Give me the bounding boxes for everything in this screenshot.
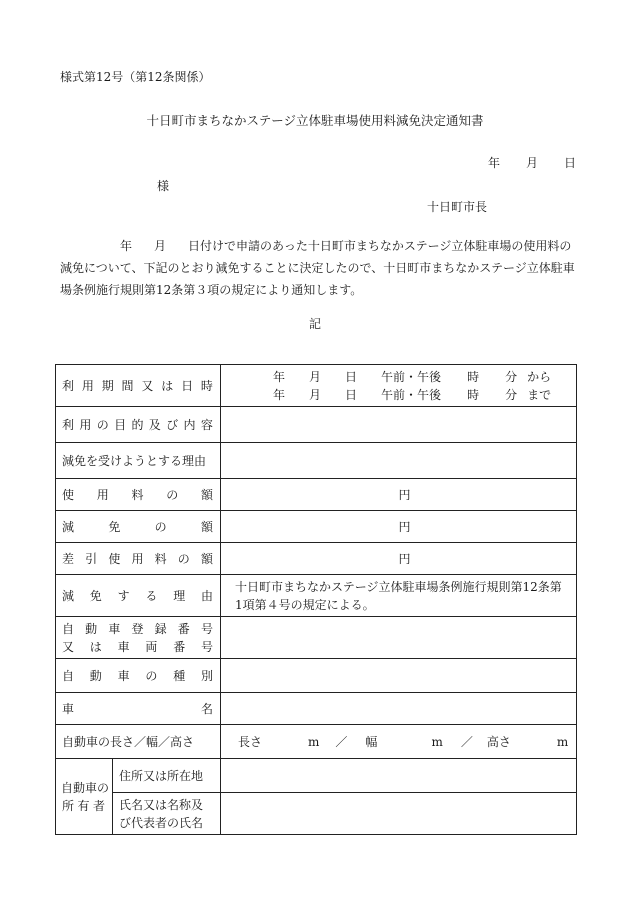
row-period [56, 365, 577, 407]
net-fee-label: 差 引 使 用 料 の 額 [62, 551, 213, 566]
body-text: 日付けで申請のあった十日町市まちなかステージ立体駐車場の使用料の減免について、下記のとおり減免することに決定したので、十日町市まちなかステージ立体駐車場条例施行規則第12条第３項の規定により通知します。 [60, 239, 575, 297]
row-net-fee [56, 543, 577, 575]
reduction-yen: 円 [398, 519, 411, 534]
reg-label-line-2: 又 は 車 両 番 号 [62, 639, 213, 654]
registration-value[interactable] [221, 617, 577, 659]
car-type-value[interactable] [221, 659, 577, 693]
row-fee [56, 479, 577, 511]
row-owner-address [56, 759, 577, 793]
net-fee-yen: 円 [398, 551, 411, 566]
car-name-value[interactable] [221, 693, 577, 725]
dimensions-label: 自動車の長さ／幅／高さ [56, 725, 221, 759]
dim-width-unit: m [431, 734, 443, 749]
reg-label-line-1: 自 動 車 登 録 番 号 [62, 621, 213, 636]
dim-length-label: 長さ [238, 734, 263, 749]
name-value[interactable] [221, 793, 577, 835]
form-number-label: 様式第12号（第12条関係） [60, 70, 211, 84]
row-dimensions [56, 725, 577, 759]
reason-apply-value[interactable] [221, 443, 577, 479]
address-value[interactable] [221, 759, 577, 793]
row-car-name [56, 693, 577, 725]
details-table [55, 364, 577, 835]
period-value[interactable] [221, 365, 577, 407]
body-year: 年 [120, 239, 133, 253]
row-registration [56, 617, 577, 659]
reduction-label: 減 免 の 額 [62, 519, 213, 534]
fee-value[interactable] [221, 479, 577, 511]
dim-slash-1: ／ [335, 734, 348, 749]
ki-heading: 記 [308, 317, 321, 331]
dim-slash-2: ／ [460, 734, 473, 749]
dim-length-unit: m [308, 734, 320, 749]
body-paragraph [60, 235, 580, 301]
owner-label-line-2: 所 有 者 [62, 798, 105, 813]
purpose-value[interactable] [221, 407, 577, 443]
row-reason-apply [56, 443, 577, 479]
reason-line-2: 1項第４号の規定による。 [235, 597, 375, 612]
issue-date [488, 154, 576, 171]
dim-height-label: 高さ [486, 734, 511, 749]
document-title: 十日町市まちなかステージ立体駐車場使用料減免決定通知書 [146, 113, 484, 128]
car-name-label: 車 名 [62, 701, 213, 716]
reason-line-1: 十日町市まちなかステージ立体駐車場条例施行規則第12条第 [235, 579, 562, 594]
row-reduction [56, 511, 577, 543]
fee-yen: 円 [398, 487, 411, 502]
name-label [113, 793, 221, 835]
reason-label: 減 免 す る 理 由 [62, 588, 213, 603]
owner-label [56, 759, 113, 835]
address-label: 住所又は所在地 [113, 759, 221, 793]
row-owner-name [56, 793, 577, 835]
date-year: 年 [488, 156, 501, 170]
name-label-line-1: 氏名又は名称及 [119, 797, 204, 812]
reason-apply-label: 減免を受けようとする理由 [56, 443, 221, 479]
period-label: 利 用 期 間 又 は 日 時 [62, 378, 213, 393]
dimensions-value[interactable] [221, 725, 577, 759]
owner-label-line-1: 自動車の [61, 780, 110, 795]
purpose-label: 利 用 の 目 的 及 び 内 容 [62, 417, 213, 432]
row-reason [56, 575, 577, 617]
row-purpose [56, 407, 577, 443]
date-month: 月 [526, 156, 539, 170]
addressee-suffix: 様 [157, 179, 170, 193]
reason-value[interactable] [221, 575, 577, 617]
fee-label: 使 用 料 の 額 [62, 487, 213, 502]
reduction-value[interactable] [221, 511, 577, 543]
dim-height-unit: m [556, 734, 569, 749]
body-month: 月 [154, 239, 167, 253]
issuer: 十日町市長 [427, 200, 488, 214]
row-car-type [56, 659, 577, 693]
dim-width-label: 幅 [365, 734, 378, 749]
name-label-line-2: び代表者の氏名 [119, 815, 204, 830]
period-to: 年 月 日 午前・午後 時 分 まで [273, 387, 552, 402]
date-day: 日 [564, 156, 577, 170]
net-fee-value[interactable] [221, 543, 577, 575]
car-type-label: 自 動 車 の 種 別 [62, 668, 213, 683]
period-from: 年 月 日 午前・午後 時 分 から [273, 369, 552, 384]
